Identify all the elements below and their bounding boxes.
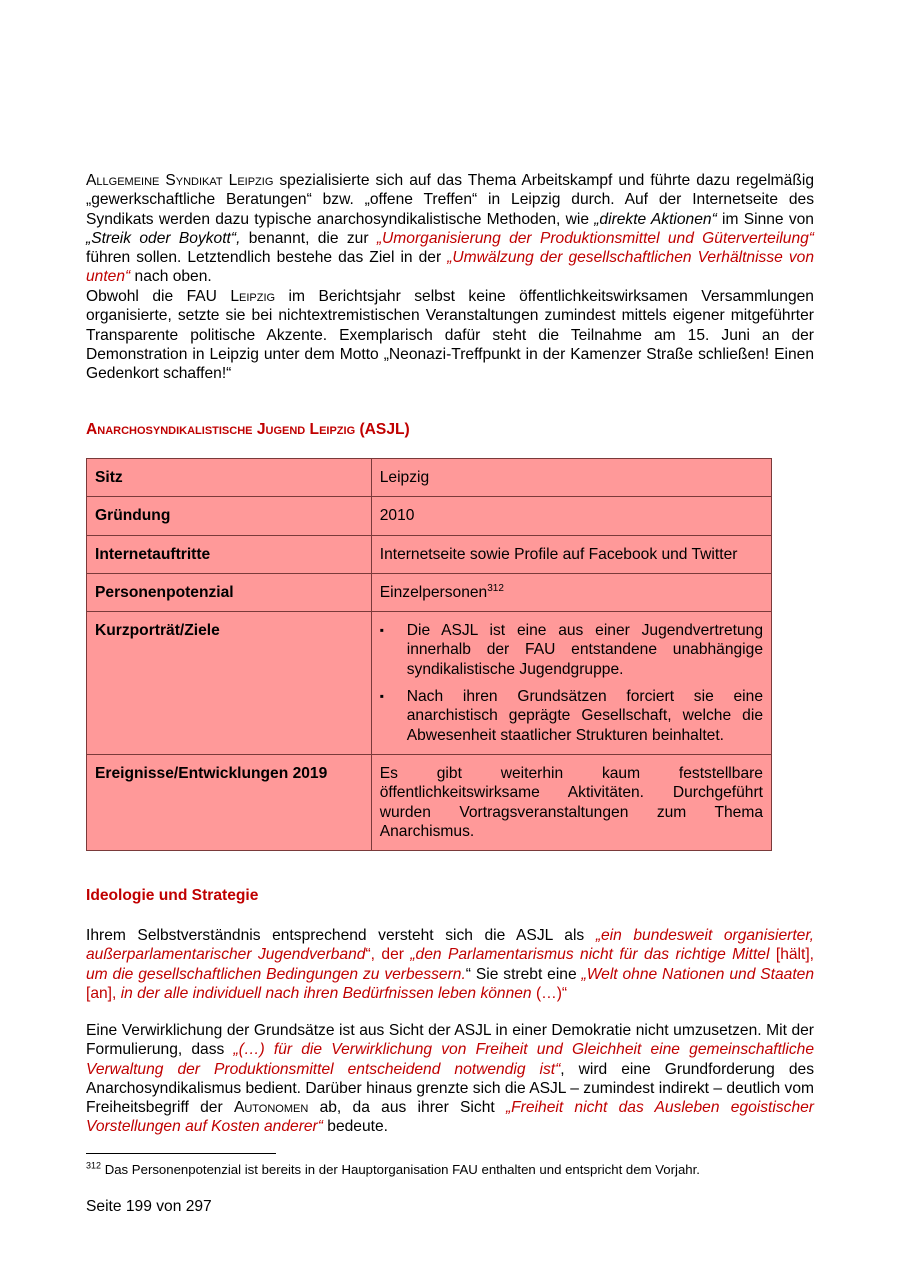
table-row [87,459,772,497]
row-key: Gründung [87,497,372,535]
text-run: spezialisierte sich auf das Thema Arbeitskampf und führte dazu regelmäßig „gewerkschaftliche Beratungen“ bzw. „offene Treffen“ in Leipzig durch. Auf der Internetseite des Syndikats werden dazu typische anarchosyndikalistische Methoden, wie [86,172,815,228]
row-key: Internetauftritte [87,535,372,573]
quote-red: in der alle individuell nach ihren Bedürfnissen leben können [120,984,532,1002]
list-item [380,621,763,679]
text-run: Ihrem Selbstverständnis entsprechend versteht sich die ASJL als [86,927,596,944]
org-name-word: Allgemeine [86,172,160,189]
square-bullet-icon: ▪ [379,689,384,704]
profile-table [86,458,772,851]
footnote-text: Das Personenpotenzial ist bereits in der Hauptorganisation FAU enthalten und entspricht dem Vorjahr. [101,1162,700,1177]
quote-italic: „direkte Aktionen“ [594,210,717,228]
footnote-number: 312 [86,1160,102,1171]
row-key: Sitz [87,459,372,497]
text-run: Obwohl die FAU [86,288,231,305]
org-name-word: Syndikat [165,172,223,189]
table-row [87,573,772,611]
text-run: führen sollen. Letztendlich bestehe das Ziel in der [86,249,448,267]
row-key: Ereignisse/Entwicklungen 2019 [87,754,372,850]
section-heading [86,421,410,439]
section-heading-suffix: (ASJL) [355,421,410,438]
quote-red: „Welt ohne Nationen und Staaten [581,965,814,983]
group-name: Autonomen [233,1099,309,1117]
row-value [371,573,771,611]
intro-paragraph [86,171,814,287]
quote-italic: „Streik oder Boykott“, [86,229,241,247]
city-name: Leipzig [230,288,276,305]
row-value: Internetseite sowie Profile auf Facebook und Twitter [371,535,771,573]
list-item [380,687,763,745]
text-run: “, der [365,946,411,964]
list-item-text: Nach ihren Grundsätzen forciert sie eine anarchistisch geprägte Gesellschaft, welche die Abwesenheit staatlicher Strukturen beinhaltet. [406,688,763,744]
quote-red: „Freiheit nicht das Ausleben egoistischer Vorstellungen auf Kosten anderer“ [86,1099,814,1136]
quote-red: um die gesellschaftlichen Bedingungen zu verbessern. [86,965,466,983]
list-item-text: Die ASJL ist eine aus einer Jugendvertretung innerhalb der FAU entstandene unabhängige syndikalistische Jugendgruppe. [406,622,763,678]
text-run: , wird eine Grundforderung des Anarchosyndikalismus bedient. Darüber hinaus grenzte sich die ASJL – zumindest indirekt – deutlich vom Freiheitsbegriff der [86,1060,814,1117]
text-run: benannt, die zur [240,229,377,247]
quote-red: „den Parlamentarismus nicht für das richtige Mittel [410,946,770,964]
quote-red: „Umwälzung der gesellschaftlichen Verhältnisse von unten“ [86,249,814,286]
text-run: “ Sie strebt eine [465,965,582,983]
footnote [86,1161,700,1178]
row-value: Leipzig [371,459,771,497]
page-number: Seite 199 von 297 [86,1198,212,1215]
text-run: nach oben. [130,268,212,286]
square-bullet-icon: ▪ [379,623,384,638]
bullet-list [380,621,763,745]
footnote-reference: 312 [487,582,504,594]
text-run: (…)“ [531,984,568,1002]
table-row [87,754,772,850]
table-row [87,612,772,755]
quote-red: „(…) für die Verwirklichung von Freiheit und Gleichheit eine gemeinschaftliche Verwaltung der Produktionsmittel entscheidend notwendig ist“ [86,1041,814,1078]
row-value: Es gibt weiterhin kaum feststellbare öffentlichkeitswirksame Aktivitäten. Durchgeführt wurden Vortragsveranstaltungen zum Thema Anarchismus. [371,754,771,850]
quote-red: „ein bundesweit organisierter, außerparlamentarischer Jugendverband [86,927,814,964]
text-run: ab, da aus ihrer Sicht [308,1099,506,1117]
footnote-divider [86,1153,276,1154]
text-run: [an], [86,984,121,1002]
text-run: bedeute. [322,1118,388,1136]
text-run: im Sinne von [716,210,814,228]
table-row [87,535,772,573]
row-value [371,612,771,755]
fau-paragraph [86,287,814,383]
text-run: im Berichtsjahr selbst keine öffentlichkeitswirksamen Versammlungen organisierte, setzte sie bei nichtextremistischen Veranstaltungen zumindest mittels eigener mitgeführter Transparente politische Akzente. Exemplarisch dafür steht die Teilnahme am 15. Juni an der Demonstration in Leipzig unter dem Motto „Neonazi-Treffpunkt in der Kamenzer Straße schließen! Einen Gedenkort schaffen!“ [86,288,814,383]
text-run: [hält], [769,946,814,964]
row-value: 2010 [371,497,771,535]
ideology-paragraph-1 [86,926,814,1003]
quote-red: „Umorganisierung der Produktionsmittel und Güterverteilung“ [376,229,814,247]
row-key: Kurzporträt/Ziele [87,612,372,755]
row-value-text: Einzelpersonen [379,583,488,601]
section-heading-name: Anarchosyndikalistische Jugend Leipzig [86,421,356,438]
row-key: Personenpotenzial [87,573,372,611]
table-row [87,497,772,535]
org-name-word: Leipzig [228,172,274,189]
text-run: Eine Verwirklichung der Grundsätze ist aus Sicht der ASJL in einer Demokratie nicht umzusetzen. Mit der Formulierung, dass [86,1022,814,1059]
ideology-paragraph-2 [86,1021,814,1137]
subsection-heading: Ideologie und Strategie [86,887,259,904]
